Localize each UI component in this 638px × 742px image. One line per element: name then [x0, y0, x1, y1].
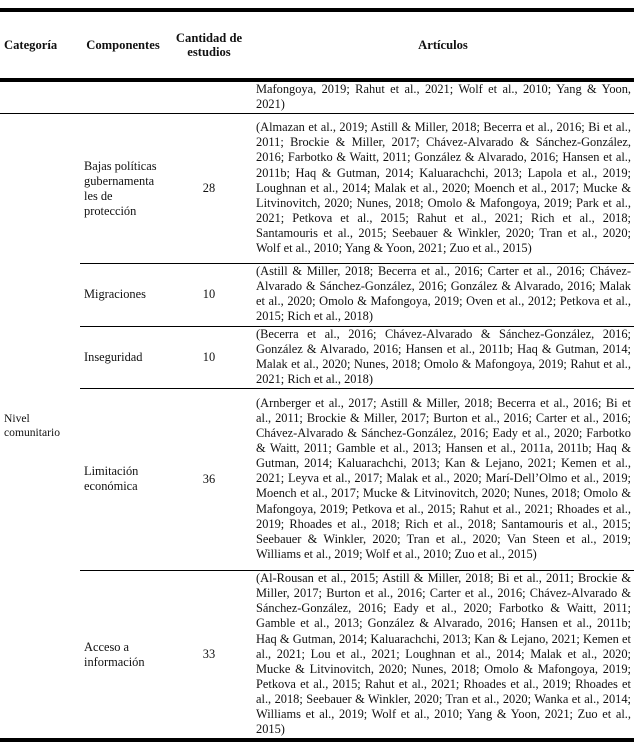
table-row-continued [0, 80, 634, 114]
header-category: Categoría [4, 38, 58, 52]
count-cell: 33 [166, 570, 252, 740]
table-row [0, 388, 634, 570]
header-components: Componentes [86, 38, 160, 52]
count-cell: 10 [166, 264, 252, 326]
component-cell: Bajas políticas gubernamenta les de protección [84, 158, 157, 218]
table-row [0, 570, 634, 740]
articles-cell: (Becerra et al., 2016; Chávez-Alvarado & Sánchez-González, 2016; González & Alvarado, 2016; Hansen et al., 2011b; Haq & Gutman, 2014; Malak et al., 2020; Nunes, 2018; Omolo & Mafongoya, 2019; Rahut et al., 2021; Rich et al., 2018) [252, 326, 634, 388]
articles-cell: (Arnberger et al., 2017; Astill & Miller, 2018; Becerra et al., 2016; Bi et al., 2011; Brockie & Miller, 2017; Burton et al., 2016; Carter et al., 2016; Chávez-Alvarado & Sánchez-González, 2016; Eady et al., 2020; Farbotko & Waitt, 2011; Gamble et al., 2013; Hansen et al., 2011a, 2011b; Haq & Gutman, 2014; Kaluarachchi, 2013; Kan & Lejano, 2021; Kemen et al., 2021; Leyva et al., 2017; Malak et al., 2020; Marí-Dell’Olmo et al., 2019; Moench et al., 2017; Mucke & Litvinovitch, 2020; Nunes, 2018; Omolo & Mafongoya, 2019; Petkova et al., 2015; Rahut et al., 2021; Rhoades et al., 2019; Rhoades et al., 2018; Rich et al., 2018; Santamouris et al., 2015; Seebauer & Winkler, 2020; Tran et al., 2020; Van Steen et al., 2019; Williams et al., 2019; Wolf et al., 2010; Zuo et al., 2015) [252, 388, 634, 570]
count-cell: 28 [202, 181, 216, 196]
header-articles: Artículos [418, 38, 468, 52]
literature-table [0, 8, 634, 742]
articles-cell: (Astill & Miller, 2018; Becerra et al., 2016; Carter et al., 2016; Chávez-Alvarado & Sánchez-González, 2016; González & Alvarado, 2016; Malak et al., 2020; Omolo & Mafongoya, 2019; Oven et al., 2012; Petkova et al., 2015; Rich et al., 2018) [252, 264, 634, 326]
table-row [0, 264, 634, 326]
component-cell: Migraciones [80, 264, 166, 326]
component-cell: Inseguridad [80, 326, 166, 388]
table-row [0, 114, 634, 264]
table-row [0, 326, 634, 388]
category-cell: Nivel comunitario [4, 412, 61, 440]
articles-cell: (Al-Rousan et al., 2015; Astill & Miller, 2018; Bi et al., 2011; Brockie & Miller, 2017; Burton et al., 2016; Carter et al., 2016; Chávez-Alvarado & Sánchez-González, 2016; Eady et al., 2020; Farbotko & Waitt, 2011; Gamble et al., 2013; González & Alvarado, 2016; Hansen et al., 2011b; Haq & Gutman, 2014; Kaluarachchi, 2013; Kan & Lejano, 2021; Kemen et al., 2021; Lou et al., 2021; Loughnan et al., 2014; Malak et al., 2020; Mucke & Litvinovitch, 2020; Nunes, 2018; Omolo & Mafongoya, 2019; Petkova et al., 2015; Rahut et al., 2021; Rhoades et al., 2019; Rhoades et al., 2018; Seebauer & Winkler, 2020; Tran et al., 2020; Wanka et al., 2014; Williams et al., 2019; Wolf et al., 2010; Yang & Yoon, 2021; Zuo et al., 2015) [252, 570, 634, 740]
count-cell: 36 [166, 388, 252, 570]
count-cell: 10 [166, 326, 252, 388]
component-cell: Acceso a información [80, 570, 166, 740]
articles-cell: Mafongoya, 2019; Rahut et al., 2021; Wolf et al., 2010; Yang & Yoon, 2021) [256, 82, 631, 112]
articles-cell: (Almazan et al., 2019; Astill & Miller, 2018; Becerra et al., 2016; Bi et al., 2011; Brockie & Miller, 2017; Chávez-Alvarado & Sánchez-González, 2016; Farbotko & Waitt, 2011; González & Alvarado, 2016; Hansen et al., 2011b; Haq & Gutman, 2014; Kaluarachchi, 2013; Lapola et al., 2019; Loughnan et al., 2014; Malak et al., 2020; Moench et al., 2017; Mucke & Litvinovitch, 2020; Nunes, 2018; Omolo & Mafongoya, 2019; Park et al., 2021; Petkova et al., 2015; Rahut et al., 2021; Rich et al., 2018; Santamouris et al., 2015; Seebauer & Winkler, 2020; Tran et al., 2020; Wolf et al., 2010; Yang & Yoon, 2021; Zuo et al., 2015) [256, 120, 631, 256]
header-count: Cantidad de estudios [175, 31, 243, 59]
component-cell: Limitación económica [80, 388, 166, 570]
header-row [0, 10, 634, 80]
